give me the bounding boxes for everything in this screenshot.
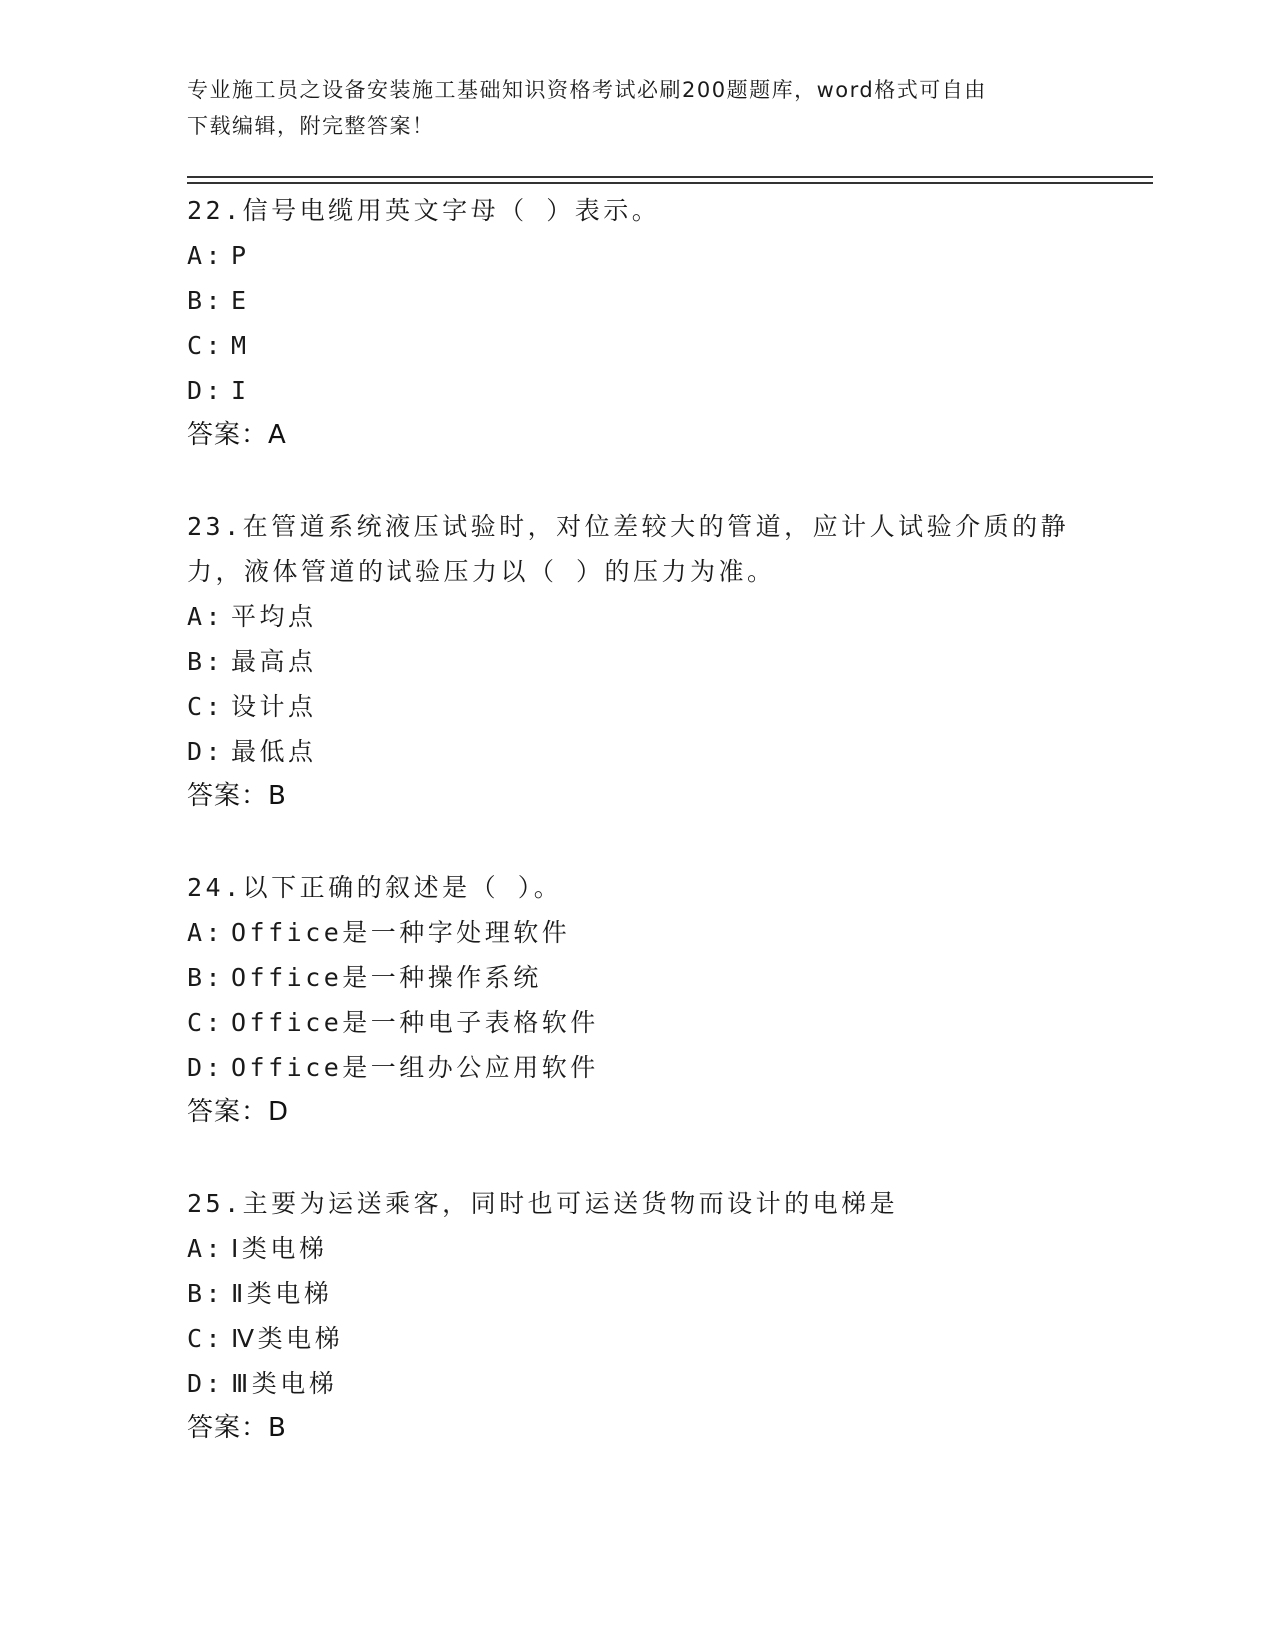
- option-label: C:: [187, 1324, 225, 1353]
- option-label: A:: [187, 241, 225, 270]
- option-a: [187, 594, 1087, 639]
- option-label: B:: [187, 1279, 225, 1308]
- question-25: [187, 1181, 1087, 1451]
- question-22: [187, 188, 1087, 458]
- option-text: Office是一种电子表格软件: [231, 1008, 599, 1037]
- answer-value: A: [268, 420, 287, 450]
- option-d: [187, 1361, 1087, 1406]
- option-text: Office是一组办公应用软件: [231, 1053, 599, 1082]
- answer: [187, 1406, 1087, 1451]
- option-text: 设计点: [231, 692, 317, 721]
- option-label: C:: [187, 1008, 225, 1037]
- question-stem: 23.在管道系统液压试验时，对位差较大的管道，应计人试验介质的静: [187, 512, 1070, 541]
- option-text: Ⅲ类电梯: [231, 1369, 338, 1398]
- question-23: [187, 504, 1087, 819]
- option-d: [187, 729, 1087, 774]
- option-label: A:: [187, 602, 225, 631]
- option-text: Ⅳ类电梯: [231, 1324, 344, 1353]
- question-stem: 25.主要为运送乘客，同时也可运送货物而设计的电梯是: [187, 1189, 899, 1218]
- option-c: [187, 323, 1087, 368]
- option-a: [187, 1226, 1087, 1271]
- option-label: A:: [187, 918, 225, 947]
- option-text: 最低点: [231, 737, 317, 766]
- option-b: [187, 1271, 1087, 1316]
- answer-label: 答案：: [187, 420, 269, 450]
- option-text: Office是一种操作系统: [231, 963, 542, 992]
- document-header: [187, 72, 1067, 144]
- question-stem: 24.以下正确的叙述是（ ）。: [187, 873, 563, 902]
- option-label: C:: [187, 331, 225, 360]
- option-text: P: [231, 241, 250, 270]
- option-b: [187, 278, 1087, 323]
- header-line-1: 专业施工员之设备安装施工基础知识资格考试必刷200题题库，word格式可自由: [187, 78, 987, 102]
- option-label: D:: [187, 737, 225, 766]
- option-c: [187, 1316, 1087, 1361]
- option-text: E: [231, 286, 250, 315]
- option-label: D:: [187, 376, 225, 405]
- option-label: B:: [187, 286, 225, 315]
- option-text: Office是一种字处理软件: [231, 918, 571, 947]
- answer: [187, 1090, 1087, 1135]
- header-line-2: 下载编辑，附完整答案！: [187, 114, 435, 138]
- option-text: 平均点: [231, 602, 317, 631]
- option-d: [187, 1045, 1087, 1090]
- option-c: [187, 1000, 1087, 1045]
- option-text: I: [231, 376, 250, 405]
- option-b: [187, 639, 1087, 684]
- header-rule-top: [187, 176, 1153, 178]
- option-text: Ⅰ类电梯: [231, 1234, 328, 1263]
- option-a: [187, 910, 1087, 955]
- answer-label: 答案：: [187, 1097, 269, 1127]
- answer-label: 答案：: [187, 1413, 269, 1443]
- answer-value: D: [268, 1097, 290, 1127]
- option-text: 最高点: [231, 647, 317, 676]
- option-label: B:: [187, 647, 225, 676]
- question-list: [187, 188, 1087, 1497]
- answer: [187, 774, 1087, 819]
- option-label: C:: [187, 692, 225, 721]
- option-label: D:: [187, 1053, 225, 1082]
- option-label: A:: [187, 1234, 225, 1263]
- option-text: Ⅱ类电梯: [231, 1279, 333, 1308]
- answer-value: B: [268, 1413, 287, 1443]
- option-label: B:: [187, 963, 225, 992]
- header-rule-bottom: [187, 182, 1153, 184]
- option-text: M: [231, 331, 250, 360]
- answer: [187, 413, 1087, 458]
- option-a: [187, 233, 1087, 278]
- option-label: D:: [187, 1369, 225, 1398]
- question-stem-continued: 力，液体管道的试验压力以（ ）的压力为准。: [187, 557, 776, 586]
- option-c: [187, 684, 1087, 729]
- option-d: [187, 368, 1087, 413]
- answer-value: B: [268, 781, 287, 811]
- question-24: [187, 865, 1087, 1135]
- question-stem: 22.信号电缆用英文字母（ ）表示。: [187, 196, 661, 225]
- option-b: [187, 955, 1087, 1000]
- answer-label: 答案：: [187, 781, 269, 811]
